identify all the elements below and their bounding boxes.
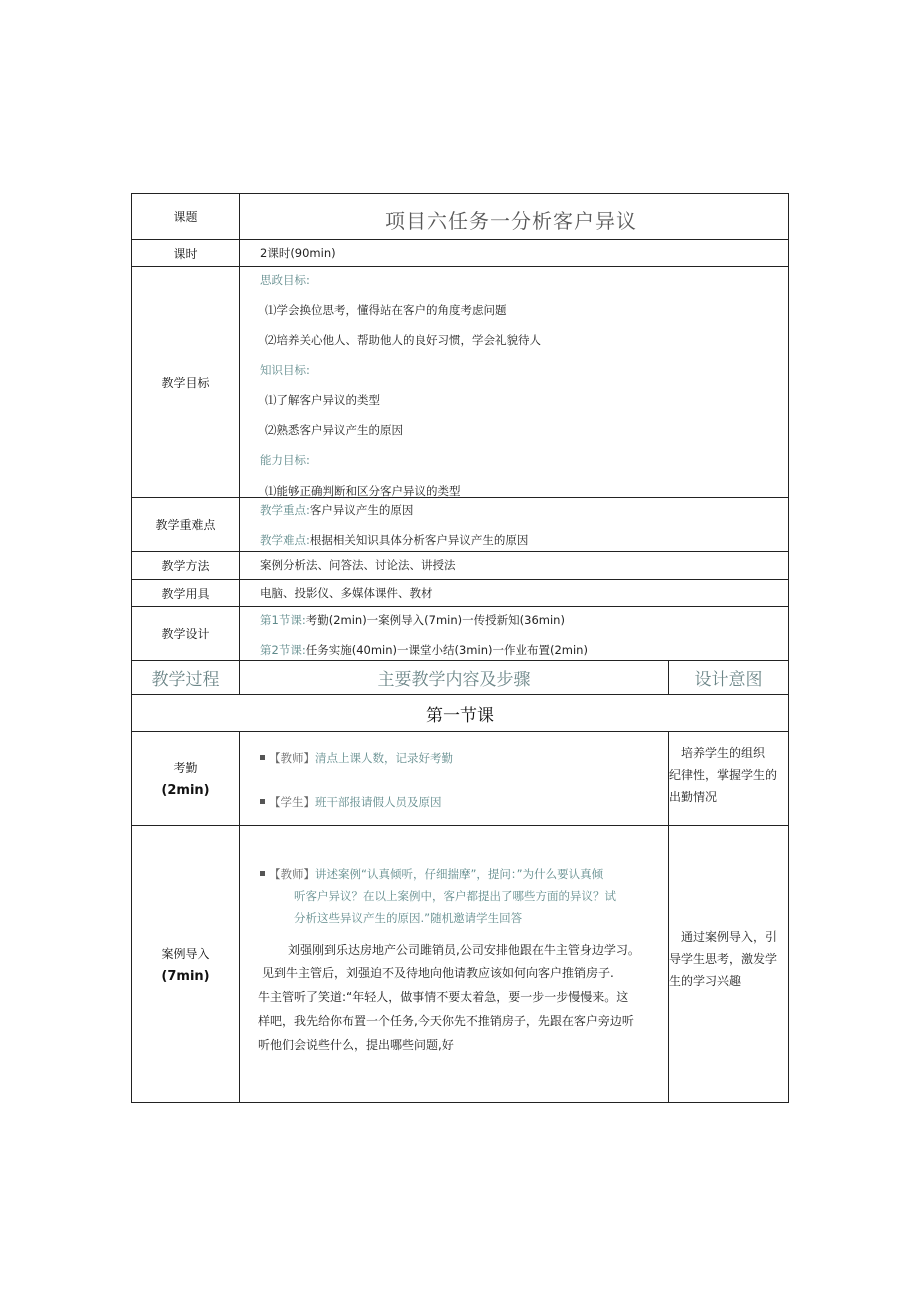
methods-value-cell (239, 551, 789, 580)
hours-label: 课时 (173, 246, 198, 261)
attendance-intent (669, 742, 777, 808)
ability-label: 能力目标: (260, 453, 310, 467)
attendance-intent-cell (668, 731, 789, 826)
objectives-label-cell (131, 266, 240, 498)
focus-value: 客户异议产生的原因 (309, 503, 414, 517)
keypoints-value-cell (239, 497, 789, 552)
case-story-line-5: 听他们会说些什么，提出哪些问题,好 (258, 1038, 454, 1052)
process-col3-label: 设计意图 (694, 670, 763, 690)
process-col3-header (668, 660, 789, 695)
attendance-intent-line-3: 出勤情况 (669, 790, 718, 804)
topic-value-cell (239, 193, 789, 240)
methods-label-cell (131, 551, 240, 580)
lesson2-label: 第2节课: (260, 643, 306, 657)
tools-value-cell (239, 579, 789, 607)
attendance-student-line (260, 794, 442, 810)
attendance-intent-line-2: 纪律性，掌握学生的 (669, 768, 778, 782)
section1-title: 第一节课 (426, 705, 494, 726)
objectives-label: 教学目标 (161, 375, 210, 390)
case-story-line-3: 牛主管听了笑道:“年轻人，做事情不要太着急，要一步一步慢慢来。这 (258, 990, 629, 1004)
keypoints-label-cell (131, 497, 240, 552)
ability-item-1: ⑴能够正确判断和区分客户异议的类型 (265, 484, 461, 498)
attendance-teacher-line (260, 750, 453, 766)
attendance-intent-line-1: 培养学生的组织 (669, 746, 766, 760)
ideological-label: 思政目标: (260, 273, 310, 287)
ideological-item-2: ⑵培养关心他人、帮助他人的良好习惯，学会礼貌待人 (265, 333, 541, 347)
case-intent-cell (668, 825, 789, 1103)
lesson2-value: 任务实施(40min)一课堂小结(3min)一作业布置(2min) (305, 643, 588, 657)
teacher-tag: 【教师】 (269, 751, 315, 765)
difficulty-value: 根据相关知识具体分析客户异议产生的原因 (309, 533, 529, 547)
bullet-icon (260, 755, 265, 760)
case-label: 案例导入 (161, 946, 210, 961)
case-story-line-1: 刘强刚到乐达房地产公司雎销员,公司安排他跟在牛主管身边学习。 (288, 943, 640, 957)
case-label-block (161, 945, 209, 984)
attendance-label-block (161, 759, 209, 798)
lesson-plan-table (131, 193, 789, 1103)
lesson1-label: 第1节课: (260, 613, 306, 627)
difficulty-label: 教学难点: (260, 533, 310, 547)
methods-label: 教学方法 (161, 559, 210, 573)
hours-value-cell (239, 239, 789, 267)
lesson1-value: 考勤(2min)一案例导入(7min)一传授新知(36min) (305, 613, 565, 627)
ideological-item-1: ⑴学会换位思考，懂得站在客户的角度考虑问题 (265, 303, 507, 317)
focus-line (260, 502, 413, 518)
attendance-content-cell (239, 731, 669, 826)
topic-label: 课题 (173, 210, 198, 224)
tools-label-cell (131, 579, 240, 607)
case-teacher-line-3: 分析这些异议产生的原因.”随机邀请学生回答 (294, 911, 523, 925)
tools-value: 电脑、投影仪、多媒体课件、教材 (260, 586, 433, 600)
case-teacher-text-1: 讲述案例“认真倾听，仔细揣摩”，提问：”为什么要认真倾 (315, 867, 604, 881)
attendance-teacher-text: 清点上课人数，记录好考勤 (315, 751, 453, 765)
case-content-cell (239, 825, 669, 1103)
bullet-icon (260, 871, 265, 876)
process-col2-label: 主要教学内容及步骤 (377, 670, 531, 690)
hours-value: 2课时(90min) (260, 246, 336, 260)
lesson2-line (260, 642, 588, 658)
case-story-line-4: 样吧，我先给你布置一个任务,今天你先不推销房子，先跟在客户旁边听 (258, 1014, 634, 1028)
attendance-label-cell (131, 731, 240, 826)
keypoints-label: 教学重难点 (155, 518, 216, 532)
bullet-icon (260, 799, 265, 804)
section1-title-cell (131, 694, 789, 732)
page-title: 项目六任务一分析客户异议 (385, 209, 637, 233)
attendance-student-text: 班干部报请假人员及原因 (315, 795, 442, 809)
case-intent (669, 926, 777, 992)
case-intent-line-1: 通过案例导入，引 (669, 930, 778, 944)
methods-value: 案例分析法、问答法、讨论法、讲授法 (260, 558, 456, 572)
knowledge-item-1: ⑴了解客户异议的类型 (265, 393, 380, 407)
case-teacher-line-1 (260, 866, 603, 882)
case-label-cell (131, 825, 240, 1103)
case-duration: (7min) (161, 968, 210, 984)
process-col2-header (239, 660, 669, 695)
design-label: 教学设计 (161, 627, 210, 641)
focus-label: 教学重点: (260, 503, 310, 517)
tools-label: 教学用具 (161, 586, 210, 601)
lesson1-line (260, 612, 565, 628)
knowledge-label: 知识目标: (260, 363, 310, 377)
difficulty-line (260, 532, 528, 548)
attendance-duration: (2min) (161, 783, 210, 798)
design-label-cell (131, 606, 240, 661)
case-teacher-tag: 【教师】 (269, 867, 315, 881)
objectives-value-cell (239, 266, 789, 498)
design-value-cell (239, 606, 789, 661)
hours-label-cell (131, 239, 240, 267)
case-story-line-2: 见到牛主管后，刘强迫不及待地向他请教应该如何向客户推销房子. (262, 966, 614, 980)
process-col1-label: 教学过程 (151, 670, 220, 690)
case-intent-line-2: 导学生思考，激发学 (669, 952, 778, 966)
student-tag: 【学生】 (269, 795, 315, 809)
process-col1-header (131, 660, 240, 695)
attendance-label: 考勤 (173, 761, 198, 775)
topic-label-cell (131, 193, 240, 240)
case-teacher-line-2: 听客户异议？在以上案例中，客户都提出了哪些方面的异议？试 (294, 889, 616, 903)
case-intent-line-3: 生的学习兴趣 (669, 974, 742, 988)
knowledge-item-2: ⑵熟悉客户异议产生的原因 (265, 423, 403, 437)
